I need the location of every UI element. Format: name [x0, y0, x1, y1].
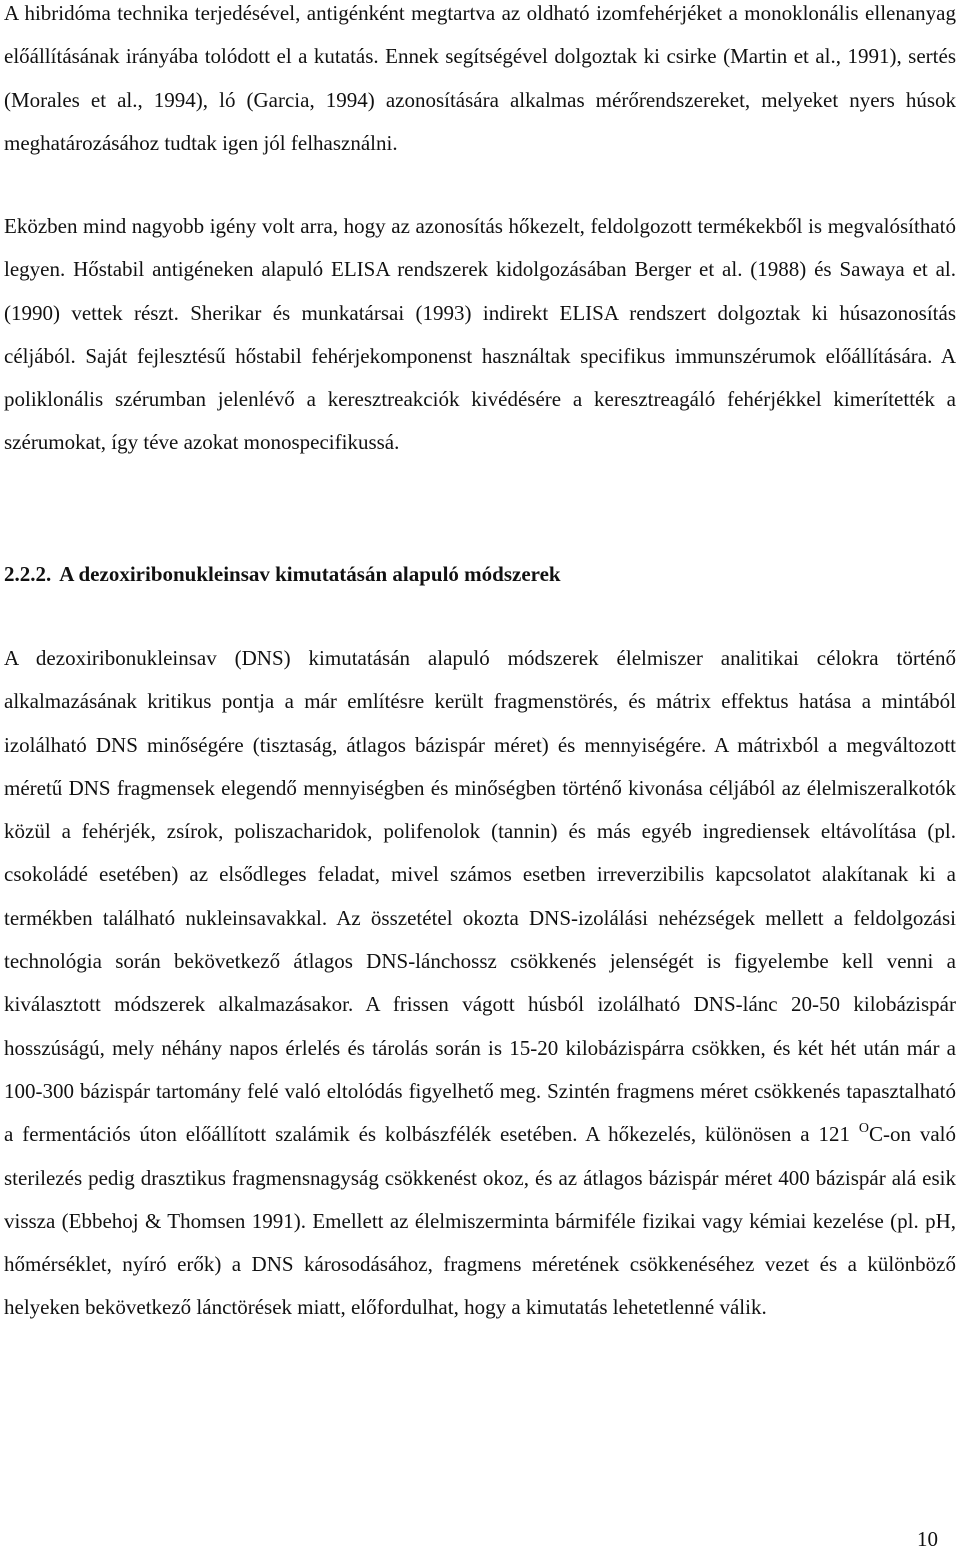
section-heading — [4, 553, 561, 596]
body-paragraph-dna-methods — [4, 637, 956, 1330]
body-paragraph-hybridoma: A hibridóma technika terjedésével, antigénként megtartva az oldható izomfehérjéket a monoklonális ellenanyag előállításának irányába tolódott el a kutatás. Ennek segítségével dolgoztak ki csirke (Martin et al., 1991), sertés (Morales et al., 1994), ló (Garcia, 1994) azonosítására alkalmas mérőrendszereket, melyeket nyers húsok meghatározásához tudtak igen jól felhasználni. — [4, 1, 956, 155]
paragraph-text-part-1: A dezoxiribonukleinsav (DNS) kimutatásán alapuló módszerek élelmiszer analitikai célokra történő alkalmazásának kritikus pontja a már említésre került fragmenstörés, és mátrix effektus hatása a mintából izolálható DNS minőségére (tisztaság, átlagos bázispár méret) és mennyiségére. A mátrixból a megváltozott méretű DNS fragmensek elegendő mennyiségben és minőségben történő kivonása céljából az élelmiszeralkotók közül a fehérjék, zsírok, poliszacharidok, polifenolok (tannin) és más egyéb ingrediensek eltávolítása (pl. csokoládé esetében) az elsődleges feladat, mivel számos esetben irreverzibilis kapcsolatot alakítanak ki a termékben található nukleinsavakkal. Az összetétel okozta DNS-izolálási nehézségek mellett a feldolgozási technológia során bekövetkező átlagos DNS-lánchossz csökkenés jelenségét is figyelembe kell venni a kiválasztott módszerek alkalmazásakor. A frissen vágott húsból izolálható DNS-lánc 20-50 kilobázispár hosszúságú, mely néhány napos érlelés és tárolás során is 15-20 kilobázispárra csökken, és két hét után már a 100-300 bázispár tartomány felé való eltolódás figyelhető meg. Szintén fragmens méret csökkenés tapasztalható a fermentációs úton előállított szalámik és kolbászfélék esetében. A hőkezelés, különösen a 121 — [4, 646, 956, 1147]
section-title: A dezoxiribonukleinsav kimutatásán alapuló módszerek — [59, 562, 561, 586]
degree-superscript: O — [858, 1121, 869, 1137]
paragraph-text-part-2: C-on való sterilezés pedig drasztikus fragmensnagyság csökkenést okoz, és az átlagos bázispár méret 400 bázispár alá esik vissza (Ebbehoj & Thomsen 1991). Emellett az élelmiszerminta bármiféle fizikai vagy kémiai kezelése (pl. pH, hőmérséklet, nyíró erők) a DNS károsodásához, fragmens méretének csökkenéséhez vezet és a különböző helyeken bekövetkező lánctörések miatt, előfordulhat, hogy a kimutatás lehetetlenné válik. — [4, 1122, 956, 1320]
page-number: 10 — [917, 1527, 938, 1551]
body-paragraph-heat-stable-elisa: Eközben mind nagyobb igény volt arra, hogy az azonosítás hőkezelt, feldolgozott termékekből is megvalósítható legyen. Hőstabil antigéneken alapuló ELISA rendszerek kidolgozásában Berger et al. (1988) és Sawaya et al. (1990) vettek részt. Sherikar és munkatársai (1993) indirekt ELISA rendszert dolgoztak ki húsazonosítás céljából. Saját fejlesztésű hőstabil fehérjekomponenst használtak specifikus immunszérumok előállítására. A poliklonális szérumban jelenlévő a keresztreakciók kivédésére a keresztreagáló fehérjékkel kimerítették a szérumokat, így téve azokat monospecifikussá. — [4, 214, 956, 455]
section-number: 2.2.2. — [4, 562, 52, 586]
